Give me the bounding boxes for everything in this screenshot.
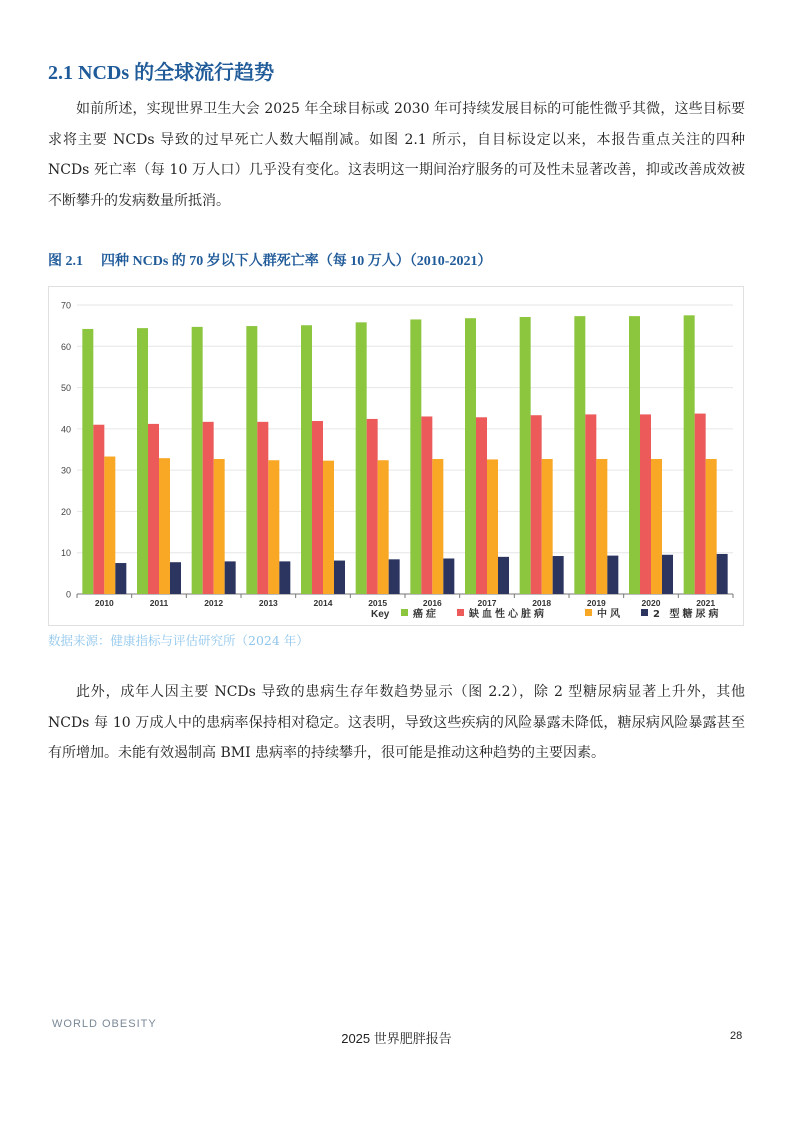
x-tick-label: 2013 bbox=[258, 598, 278, 608]
bar-2015-series-4 bbox=[389, 559, 400, 594]
bar-2020-series-2 bbox=[640, 414, 651, 594]
y-tick-label: 10 bbox=[60, 548, 71, 559]
bar-2015-series-2 bbox=[367, 419, 378, 594]
bar-2011-series-2 bbox=[148, 424, 159, 594]
bar-2010-series-3 bbox=[104, 457, 115, 594]
legend-title: Key bbox=[371, 609, 390, 620]
y-tick-label: 40 bbox=[60, 424, 71, 435]
bar-2018-series-4 bbox=[553, 556, 564, 594]
bar-2018-series-1 bbox=[520, 317, 531, 594]
bar-2021-series-3 bbox=[706, 459, 717, 594]
legend-label-1: 癌症 bbox=[413, 609, 439, 620]
bar-2019-series-2 bbox=[585, 414, 596, 594]
bar-2015-series-3 bbox=[378, 460, 389, 594]
y-tick-label: 60 bbox=[60, 341, 71, 352]
bar-2016-series-3 bbox=[432, 459, 443, 594]
footer-report-title: 2025 世界肥胖报告 bbox=[341, 1031, 452, 1046]
x-tick-label: 2016 bbox=[422, 598, 442, 608]
figure-number: 图 2.1 bbox=[48, 254, 83, 269]
legend-swatch-2 bbox=[457, 609, 464, 616]
bar-2017-series-3 bbox=[487, 459, 498, 594]
bar-2011-series-4 bbox=[170, 562, 181, 594]
x-tick-label: 2011 bbox=[149, 598, 169, 608]
y-tick-label: 30 bbox=[60, 465, 71, 476]
bar-2014-series-1 bbox=[301, 325, 312, 594]
y-tick-label: 70 bbox=[60, 300, 71, 311]
bar-2011-series-1 bbox=[137, 328, 148, 594]
bar-2017-series-1 bbox=[465, 318, 476, 594]
x-tick-label: 2014 bbox=[313, 598, 333, 608]
bar-chart bbox=[48, 286, 744, 626]
legend-swatch-3 bbox=[585, 609, 592, 616]
bar-2019-series-4 bbox=[607, 556, 618, 594]
bar-2010-series-1 bbox=[82, 329, 93, 594]
intro-paragraph: 如前所述，实现世界卫生大会 2025 年全球目标或 2030 年可持续发展目标的可能性微乎其微，这些目标要求将主要 NCDs 导致的过早死亡人数大幅削减。如图 2.1 所示，自目标设定以来，本报告重点关注的四种 NCDs 死亡率（每 10 万人口）几乎没有变化。这表明这一期间治疗服务的可及性未显著改善，抑或改善成效被不断攀升的发病数量所抵消。 bbox=[48, 101, 745, 209]
bar-2013-series-2 bbox=[257, 422, 268, 594]
page-number: 28 bbox=[730, 1030, 743, 1042]
legend-label-3: 中风 bbox=[597, 609, 623, 620]
world-obesity-logo: WORLD OBESITY bbox=[52, 1018, 157, 1030]
bar-2018-series-3 bbox=[542, 459, 553, 594]
bar-2011-series-3 bbox=[159, 458, 170, 594]
bar-2020-series-1 bbox=[629, 316, 640, 594]
bar-2010-series-2 bbox=[93, 425, 104, 594]
legend-swatch-1 bbox=[401, 609, 408, 616]
bar-2014-series-4 bbox=[334, 561, 345, 594]
bar-2013-series-3 bbox=[268, 460, 279, 594]
body-paragraph: 此外，成年人因主要 NCDs 导致的患病生存年数趋势显示（图 2.2），除 2 型糖尿病显著上升外，其他 NCDs 每 10 万成人中的患病率保持相对稳定。这表明，导致这些疾病的风险暴露未降低，糖尿病风险暴露甚至有所增加。未能有效遏制高 BMI 患病率的持续攀升，很可能是推动这种趋势的主要因素。 bbox=[48, 684, 745, 761]
x-tick-label: 2012 bbox=[204, 598, 224, 608]
y-tick-label: 50 bbox=[60, 383, 71, 394]
figure-source: 数据来源：健康指标与评估研究所（2024 年） bbox=[48, 633, 309, 648]
bar-2019-series-1 bbox=[574, 316, 585, 594]
x-tick-label: 2020 bbox=[641, 598, 661, 608]
bar-2021-series-4 bbox=[717, 554, 728, 594]
x-tick-label: 2019 bbox=[586, 598, 606, 608]
bar-2018-series-2 bbox=[531, 415, 542, 594]
bar-2010-series-4 bbox=[115, 563, 126, 594]
bar-2021-series-2 bbox=[695, 414, 706, 594]
legend-swatch-4 bbox=[641, 609, 648, 616]
section-title: 2.1 NCDs 的全球流行趋势 bbox=[48, 62, 275, 84]
bar-2012-series-2 bbox=[203, 422, 214, 594]
bar-2017-series-2 bbox=[476, 417, 487, 594]
bar-2016-series-1 bbox=[410, 319, 421, 594]
bar-2013-series-1 bbox=[246, 326, 257, 594]
x-tick-label: 2017 bbox=[477, 598, 497, 608]
bar-2014-series-3 bbox=[323, 461, 334, 594]
bar-2013-series-4 bbox=[279, 561, 290, 594]
x-tick-label: 2021 bbox=[696, 598, 716, 608]
x-tick-label: 2015 bbox=[368, 598, 388, 608]
chart-canvas bbox=[49, 287, 745, 627]
y-tick-label: 0 bbox=[65, 589, 71, 600]
bar-2019-series-3 bbox=[596, 459, 607, 594]
bar-2012-series-1 bbox=[192, 327, 203, 594]
bar-2012-series-4 bbox=[225, 561, 236, 594]
bar-2012-series-3 bbox=[214, 459, 225, 594]
y-tick-label: 20 bbox=[60, 506, 71, 517]
x-tick-label: 2010 bbox=[94, 598, 114, 608]
bar-2020-series-4 bbox=[662, 555, 673, 594]
x-tick-label: 2018 bbox=[532, 598, 552, 608]
bar-2020-series-3 bbox=[651, 459, 662, 594]
figure-title: 四种 NCDs 的 70 岁以下人群死亡率（每 10 万人）（2010-2021） bbox=[101, 254, 492, 269]
bar-2015-series-1 bbox=[356, 322, 367, 594]
legend-label-4: 2 型糖尿病 bbox=[653, 609, 722, 620]
legend-label-2: 缺血性心脏病 bbox=[469, 609, 547, 620]
figure-caption bbox=[48, 250, 491, 270]
bar-2014-series-2 bbox=[312, 421, 323, 594]
bar-2016-series-2 bbox=[421, 416, 432, 594]
bar-2016-series-4 bbox=[443, 558, 454, 594]
bar-2021-series-1 bbox=[684, 315, 695, 594]
bar-2017-series-4 bbox=[498, 557, 509, 594]
